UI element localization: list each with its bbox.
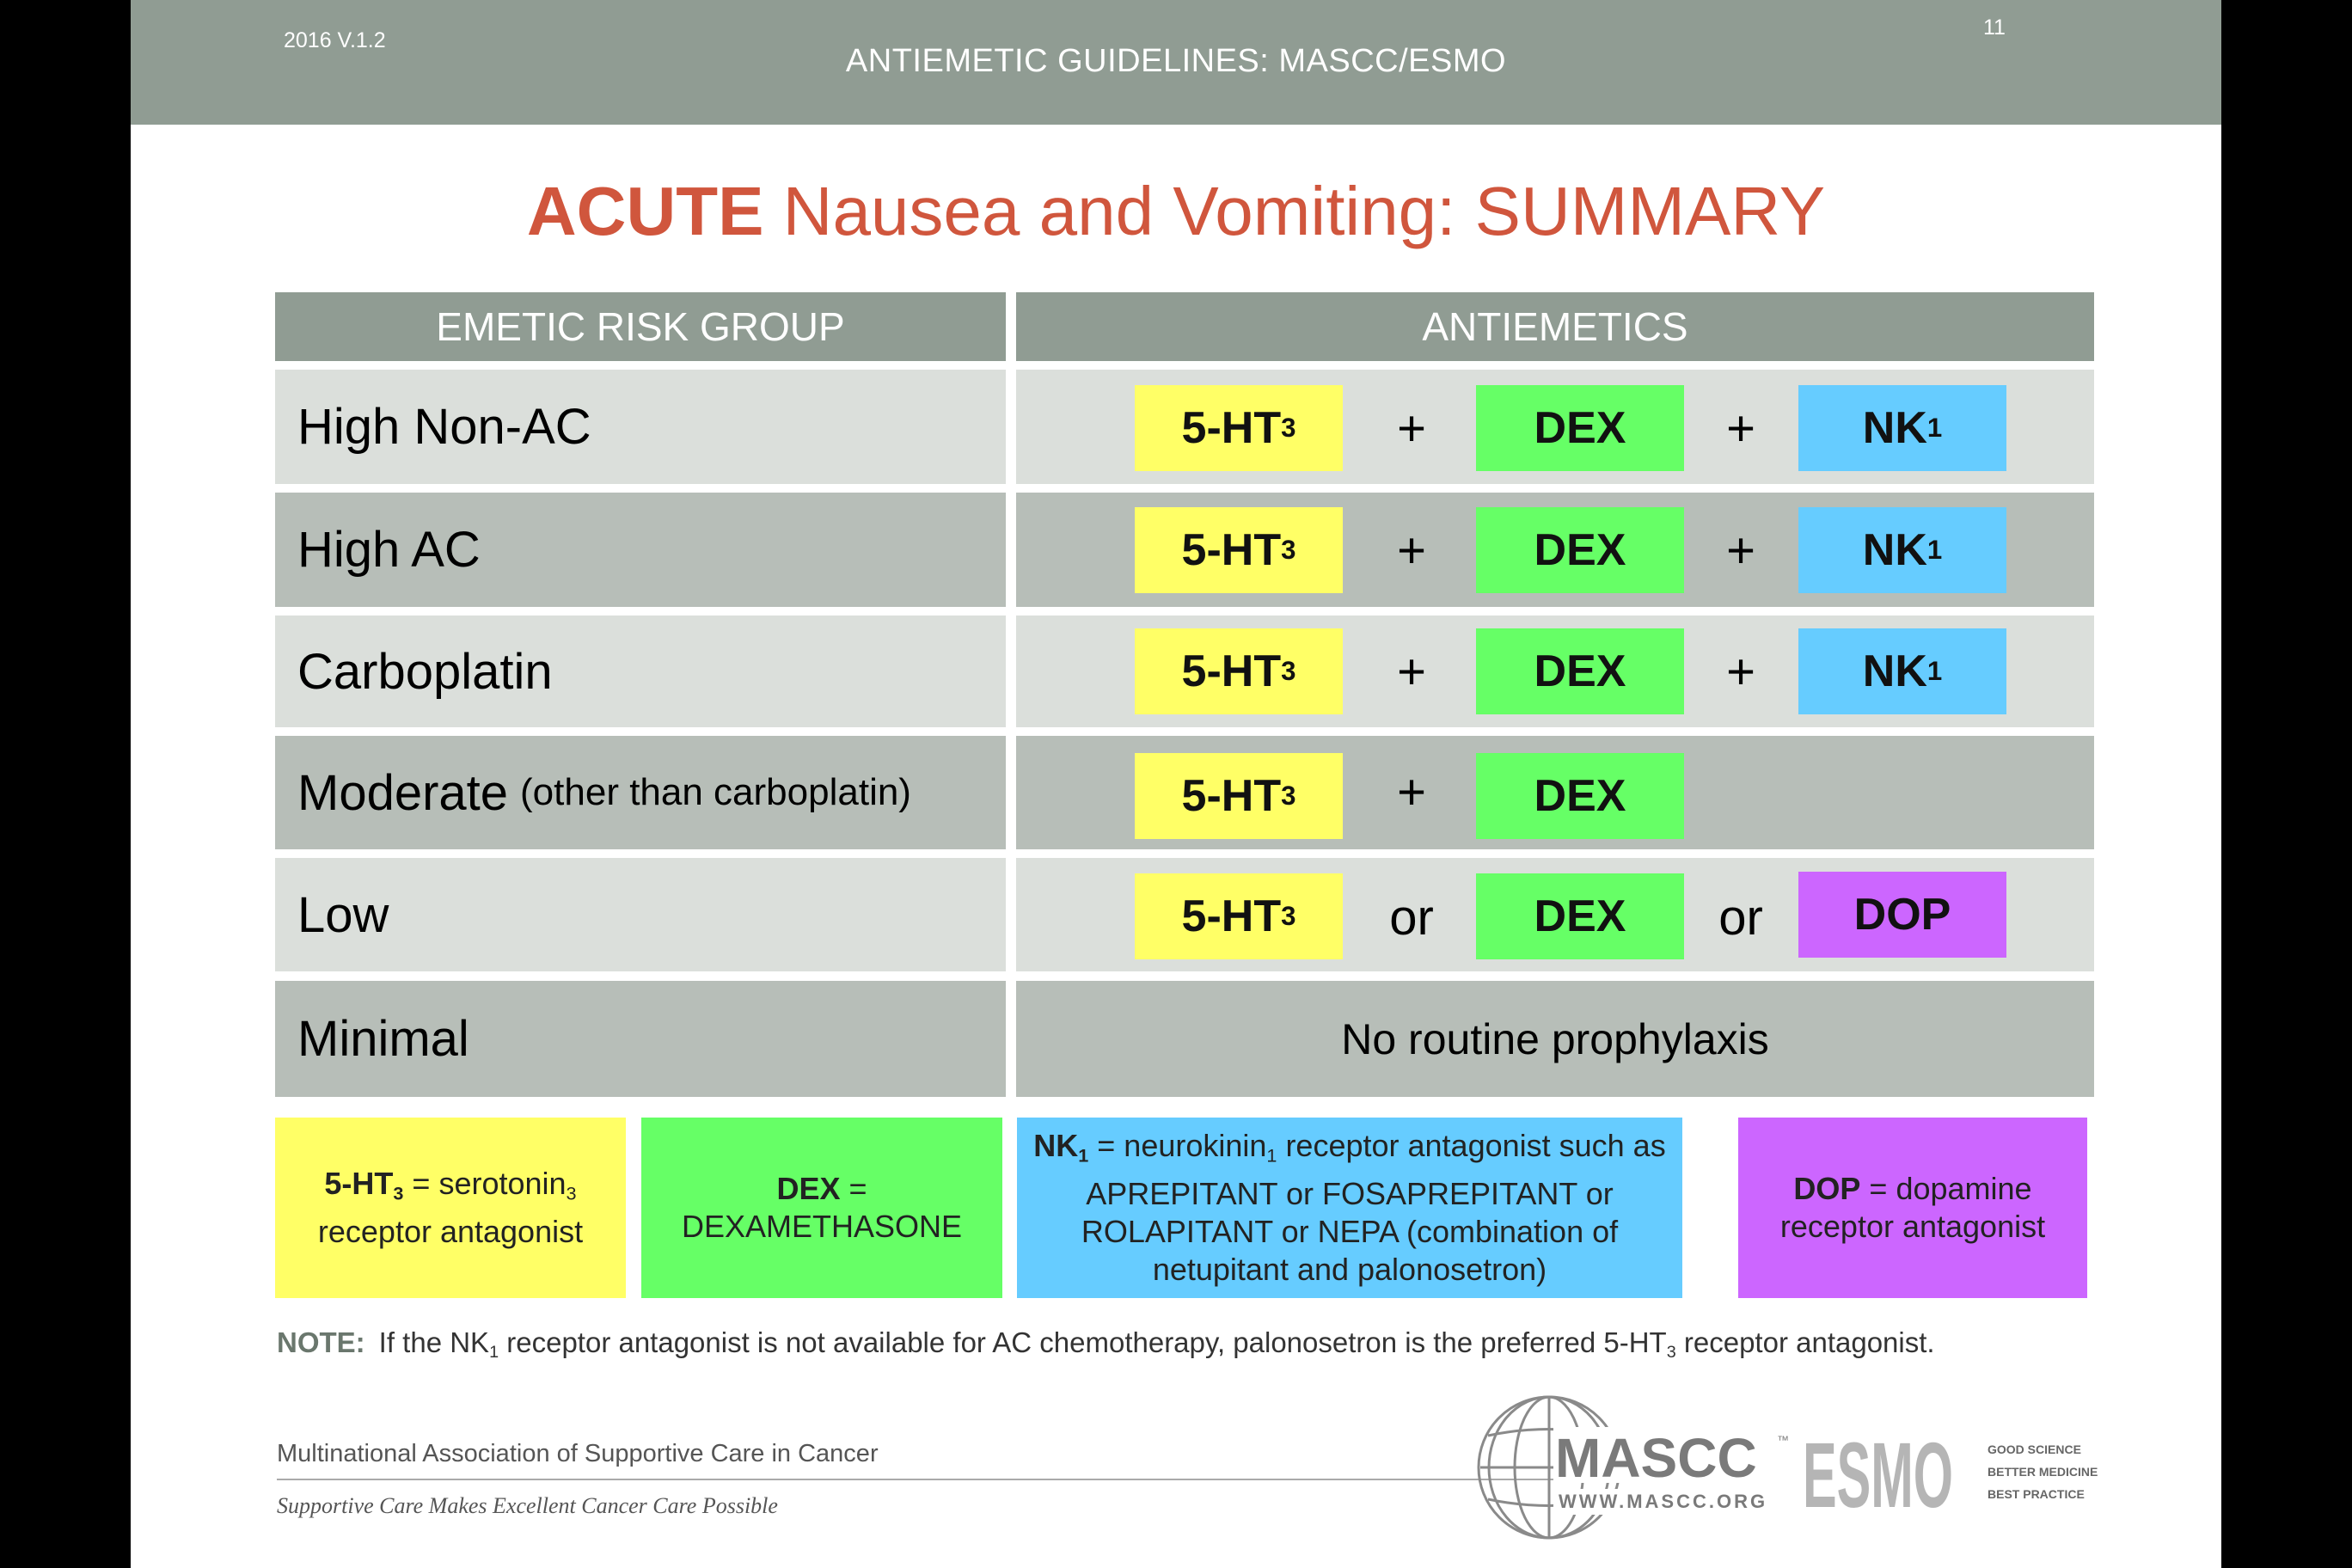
esmo-tag-3: BEST PRACTICE	[1988, 1487, 2085, 1501]
operator: +	[1397, 764, 1426, 820]
drug-ht3-box	[1135, 385, 1343, 471]
drug-ht3-sub: 3	[1281, 656, 1296, 686]
drug-dop-box: DOP	[1798, 872, 2006, 958]
legend-nk1-line2: APREPITANT or FOSAPREPITANT or	[1086, 1175, 1614, 1211]
operator: +	[1726, 644, 1755, 700]
row-label-text: Minimal	[297, 1011, 469, 1067]
drug-nk1-box	[1798, 507, 2006, 593]
row-label-text: High Non-AC	[297, 399, 591, 455]
note	[277, 1326, 1935, 1363]
legend-dex-rest: DEXAMETHASONE	[681, 1209, 963, 1244]
legend-ht3	[275, 1118, 626, 1298]
drug-ht3-label: 5-HT	[1181, 646, 1282, 696]
drug-ht3-box	[1135, 507, 1343, 593]
legend-ht3-term: 5-HT	[324, 1166, 394, 1202]
drug-ht3-label: 5-HT	[1181, 525, 1282, 575]
drug-ht3-label: 5-HT	[1181, 771, 1282, 821]
drug-ht3-sub: 3	[1281, 781, 1296, 811]
drug-dex-box: DEX	[1476, 873, 1684, 959]
mascc-name: MASCC	[1555, 1427, 1757, 1489]
legend-nk1-line3: ROLAPITANT or NEPA (combination of	[1081, 1213, 1619, 1249]
operator: or	[1718, 890, 1763, 946]
legend-nk1	[1017, 1118, 1682, 1298]
note-label: NOTE:	[277, 1326, 365, 1358]
legend-dop-rest: receptor antagonist	[1779, 1209, 2046, 1244]
esmo-tag-1: GOOD SCIENCE	[1988, 1442, 2081, 1456]
drug-nk1-box	[1798, 628, 2006, 714]
legend-dop-term: DOP	[1793, 1171, 1861, 1206]
footer-divider	[277, 1479, 1652, 1480]
row-label-carboplatin	[275, 616, 1006, 727]
version-label: 2016 V.1.2	[284, 28, 386, 52]
drug-ht3-sub: 3	[1281, 901, 1296, 931]
row-label-text: Low	[297, 886, 389, 943]
drug-ht3-label: 5-HT	[1181, 403, 1282, 453]
legend-ht3-eq-sub: 3	[566, 1182, 577, 1204]
row-label-minimal	[275, 981, 1006, 1097]
legend-dex	[641, 1118, 1002, 1298]
col-header-risk-group: EMETIC RISK GROUP	[275, 292, 1006, 361]
legend-nk1-eq-sub: 1	[1266, 1144, 1277, 1167]
drug-nk1-sub: 1	[1926, 413, 1943, 443]
drug-ht3-box	[1135, 873, 1343, 959]
legend-dex-term: DEX	[776, 1171, 841, 1206]
esmo-name: ESMO	[1803, 1431, 1953, 1513]
slide	[131, 0, 2221, 1568]
drug-ht3-box	[1135, 628, 1343, 714]
drug-ht3-sub: 3	[1281, 413, 1296, 443]
row-label-text: High AC	[297, 522, 481, 578]
drug-ht3-box	[1135, 753, 1343, 839]
drug-dex-box: DEX	[1476, 507, 1684, 593]
operator: +	[1397, 644, 1426, 700]
legend-dex-eq: =	[840, 1171, 867, 1206]
drug-nk1-sub: 1	[1926, 656, 1943, 686]
drug-nk1-label: NK	[1862, 525, 1927, 575]
row-label-text: Carboplatin	[297, 643, 553, 700]
drug-dex-box: DEX	[1476, 753, 1684, 839]
drug-ht3-label: 5-HT	[1181, 891, 1282, 941]
row-label-moderate	[275, 736, 1006, 849]
drug-nk1-sub: 1	[1926, 535, 1943, 565]
page-number: 11	[1983, 15, 2006, 40]
legend-ht3-eq: = serotonin	[403, 1166, 567, 1202]
page-title	[131, 172, 2221, 251]
row-label-low	[275, 858, 1006, 971]
row-label-text: Moderate	[297, 764, 509, 821]
drug-dex-box: DEX	[1476, 628, 1684, 714]
legend-dop-eq: = dopamine	[1860, 1171, 2032, 1206]
no-prophylaxis-text: No routine prophylaxis	[1016, 981, 2094, 1097]
operator: +	[1726, 401, 1755, 456]
mascc-tm: ™	[1777, 1433, 1789, 1447]
note-sub2: 3	[1666, 1342, 1676, 1362]
legend-ht3-rest: receptor antagonist	[317, 1213, 584, 1249]
operator: +	[1397, 523, 1426, 579]
row-label-high-ac	[275, 493, 1006, 607]
footer-tagline: Supportive Care Makes Excellent Cancer Care Possible	[277, 1493, 778, 1518]
legend-nk1-term: NK	[1033, 1128, 1079, 1164]
legend-nk1-line1-rest: receptor antagonist such as	[1277, 1128, 1666, 1164]
drug-nk1-label: NK	[1862, 646, 1927, 696]
drug-nk1-label: NK	[1862, 403, 1927, 453]
title-rest: Nausea and Vomiting: SUMMARY	[763, 173, 1826, 249]
legend-dop	[1738, 1118, 2087, 1298]
note-part1: If the NK	[378, 1326, 490, 1358]
header-bar	[131, 0, 2221, 125]
note-sub1: 1	[489, 1342, 499, 1362]
legend-nk1-line4: netupitant and palonosetron)	[1152, 1251, 1547, 1287]
mascc-logo	[1476, 1393, 1794, 1543]
note-part2: receptor antagonist is not available for AC chemotherapy, palonosetron is the preferred 5-HT	[499, 1326, 1667, 1358]
legend-nk1-eq: = neurokinin	[1088, 1128, 1267, 1164]
note-part3: receptor antagonist.	[1675, 1326, 1935, 1358]
drug-nk1-box	[1798, 385, 2006, 471]
drug-dex-box: DEX	[1476, 385, 1684, 471]
col-header-antiemetics: ANTIEMETICS	[1016, 292, 2094, 361]
drug-ht3-sub: 3	[1281, 535, 1296, 565]
legend-ht3-term-sub: 3	[393, 1182, 404, 1204]
title-bold: ACUTE	[526, 173, 764, 249]
footer-org: Multinational Association of Supportive Care in Cancer	[277, 1440, 879, 1467]
esmo-logo	[1803, 1431, 1953, 1513]
operator: +	[1726, 523, 1755, 579]
esmo-tag-2: BETTER MEDICINE	[1988, 1465, 2098, 1479]
operator: or	[1389, 890, 1434, 946]
mascc-url: WWW.MASCC.ORG	[1559, 1491, 1768, 1512]
operator: +	[1397, 401, 1426, 456]
header-title: ANTIEMETIC GUIDELINES: MASCC/ESMO	[845, 43, 1507, 79]
row-label-high-non-ac	[275, 370, 1006, 484]
row-label-qualifier: (other than carboplatin)	[520, 771, 911, 813]
legend-nk1-term-sub: 1	[1078, 1144, 1089, 1167]
